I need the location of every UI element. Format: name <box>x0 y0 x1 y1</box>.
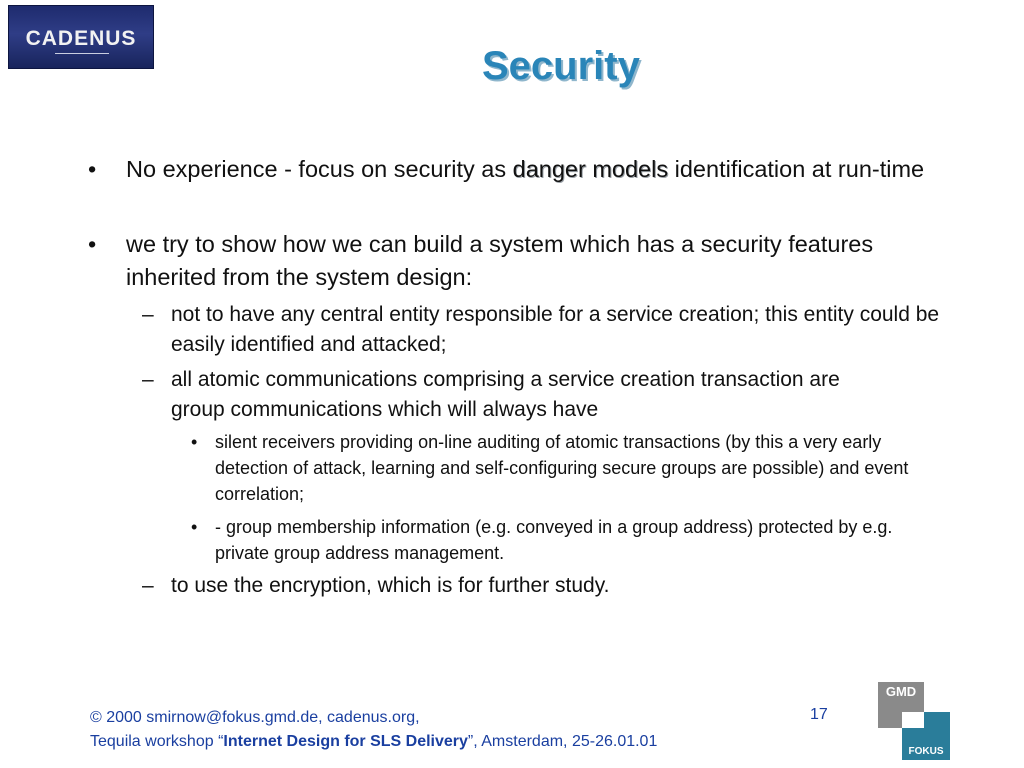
sub-bullet-item: all atomic communications comprising a service creation transaction are group communications which will always have <box>171 368 840 421</box>
gmd-text: GMD <box>885 684 917 699</box>
sub-sub-bullet-marker: • <box>191 432 198 452</box>
highlight-text: danger models <box>512 156 669 182</box>
gmd-fokus-logo <box>878 682 950 760</box>
sub-sub-bullet-item: - group membership information (e.g. conveyed in a group address) protected by e.g. private group address management. <box>215 517 893 563</box>
footer-text: ”, Amsterdam, 25-26.01.01 <box>467 733 658 750</box>
sub-bullet-marker: – <box>142 303 154 326</box>
slide-title: Security <box>482 44 640 88</box>
sub-sub-bullet-marker: • <box>191 517 198 537</box>
footer-text: Tequila workshop “ <box>90 733 224 750</box>
bullet-item: we try to show how we can build a system which has a security features inherited from the system design: <box>126 231 874 290</box>
bullet-text: identification at run-time <box>668 156 925 182</box>
bullet-marker: • <box>88 231 97 257</box>
footer <box>90 706 657 754</box>
bullet-marker: • <box>88 156 97 182</box>
footer-bold-text: Internet Design for SLS Delivery <box>223 733 468 750</box>
sub-bullet-marker: – <box>142 368 154 391</box>
footer-line-1: © 2000 smirnow@fokus.gmd.de, cadenus.org, <box>90 709 420 726</box>
logo-text: CADENUS <box>25 27 137 50</box>
sub-sub-bullet-item: silent receivers providing on-line auditing of atomic transactions (by this a very early detection of attack, learning and self-configuring secure groups are possible) and event correlation; <box>215 432 909 504</box>
logo-overlap <box>902 712 924 728</box>
sub-bullet-item: not to have any central entity responsible for a service creation; this entity could be easily identified and attacked; <box>171 303 940 356</box>
sub-bullet-marker: – <box>142 574 154 597</box>
page-number: 17 <box>810 706 828 723</box>
sub-bullet-item: to use the encryption, which is for further study. <box>171 574 610 597</box>
fokus-text: FOKUS <box>908 746 944 757</box>
footer-line-2 <box>90 730 657 754</box>
logo-rule <box>55 53 109 54</box>
cadenus-logo <box>8 5 154 69</box>
bullet-text: No experience - focus on security as <box>126 156 513 182</box>
bullet-item <box>126 153 946 186</box>
